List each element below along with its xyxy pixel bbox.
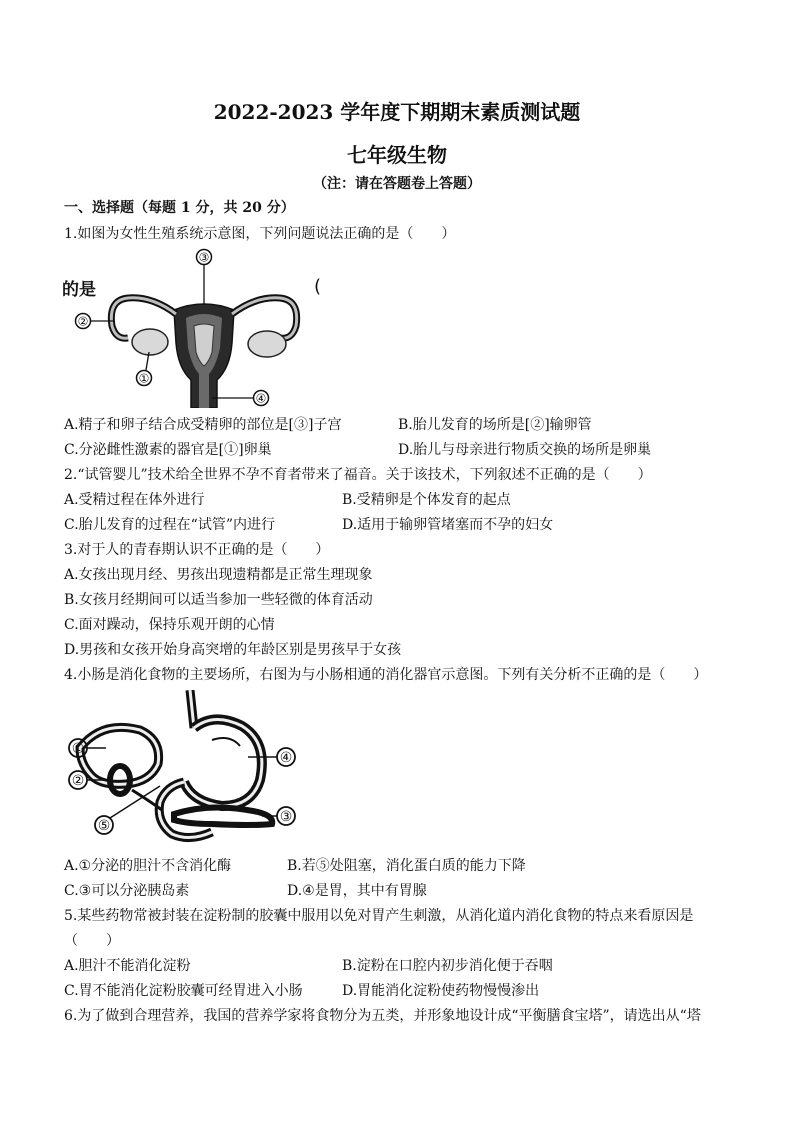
question-5-stem-cont: （ ） (64, 933, 120, 949)
q4-option-b: B.若⑤处阻塞，消化蛋白质的能力下降 (287, 858, 526, 874)
q4-option-d: D.④是胃，其中有胃腺 (287, 883, 427, 899)
figure-label-2: ② (71, 773, 85, 789)
q4-option-a: A.①分泌的胆汁不含消化酶 (64, 858, 232, 874)
figure-label-2: ② (77, 314, 89, 329)
q3-option-b: B.女孩月经期间可以适当参加一些轻微的体育活动 (64, 592, 373, 608)
q5-option-a: A.胆汁不能消化淀粉 (64, 958, 191, 974)
section-heading: 一、选择题（每题 1 分，共 20 分） (64, 200, 295, 216)
q5-option-b: B.淀粉在口腔内初步消化便于吞咽 (342, 958, 553, 974)
q3-option-c: C.面对躁动，保持乐观开朗的心情 (64, 617, 275, 633)
figure-label-3: ③ (279, 809, 293, 825)
q5-option-d: D.胃能消化淀粉使药物慢慢渗出 (342, 983, 540, 999)
q2-option-b: B.受精卵是个体发育的起点 (342, 492, 511, 508)
q1-option-b: B.胎儿发育的场所是[②]输卵管 (398, 417, 592, 433)
question-1-stem: 1.如图为女性生殖系统示意图，下列问题说法正确的是（ ） (64, 226, 456, 242)
right-ovary (248, 331, 286, 357)
question-3-stem: 3.对于人的青春期认识不正确的是（ ） (64, 542, 330, 558)
figure-label-1: ① (71, 741, 85, 757)
figure-label-4: ④ (279, 750, 293, 766)
question-5-stem: 5.某些药物常被封装在淀粉制的胶囊中服用以免对胃产生刺激，从消化道内消化食物的特点来看原因是 (64, 908, 694, 924)
q1-option-d: D.胎儿与母亲进行物质交换的场所是卵巢 (398, 442, 652, 458)
q3-option-a: A.女孩出现月经、男孩出现遗精都是正常生理现象 (64, 567, 373, 583)
q2-option-a: A.受精过程在体外进行 (64, 492, 205, 508)
q1-option-a: A.精子和卵子结合成受精卵的部位是[③]子宫 (64, 417, 342, 433)
exam-subject: 七年级生物 (347, 143, 447, 167)
question-4-stem: 4.小肠是消化食物的主要场所，右图为与小肠相通的消化器官示意图。下列有关分析不正确的是（ ） (64, 667, 708, 683)
exam-title: 2022-2023 学年度下期期末素质测试题 (213, 100, 581, 124)
q2-option-c: C.胎儿发育的过程在“试管”内进行 (64, 517, 275, 533)
figure-fragment-right: ( (314, 276, 322, 297)
pancreas-shape (174, 807, 272, 825)
q2-option-d: D.适用于输卵管堵塞而不孕的妇女 (342, 517, 554, 533)
figure-label-3: ③ (198, 250, 210, 265)
figure-label-1: ① (138, 371, 150, 386)
question-2-stem: 2.“试管婴儿”技术给全世界不孕不育者带来了福音。关于该技术，下列叙述不正确的是（ ） (64, 467, 652, 483)
figure-fragment-left: 的是 (62, 280, 96, 300)
female-reproductive-system-figure (62, 248, 362, 408)
exam-note: （注：请在答题卷上答题） (313, 176, 481, 192)
left-ovary (132, 329, 168, 355)
q4-option-c: C.③可以分泌胰岛素 (64, 883, 190, 899)
figure-label-5: ⑤ (97, 818, 111, 834)
figure-label-4: ④ (255, 391, 267, 406)
q5-option-c: C.胃不能消化淀粉胶囊可经胃进入小肠 (64, 983, 303, 999)
q3-option-d: D.男孩和女孩开始身高突增的年龄区别是男孩早于女孩 (64, 642, 402, 658)
q1-option-c: C.分泌雌性激素的器官是[①]卵巢 (64, 442, 272, 458)
question-6-stem: 6.为了做到合理营养，我国的营养学家将食物分为五类，并形象地设计成“平衡膳食宝塔”，请选出从“塔 (64, 1008, 701, 1024)
digestive-organs-figure (62, 690, 307, 846)
